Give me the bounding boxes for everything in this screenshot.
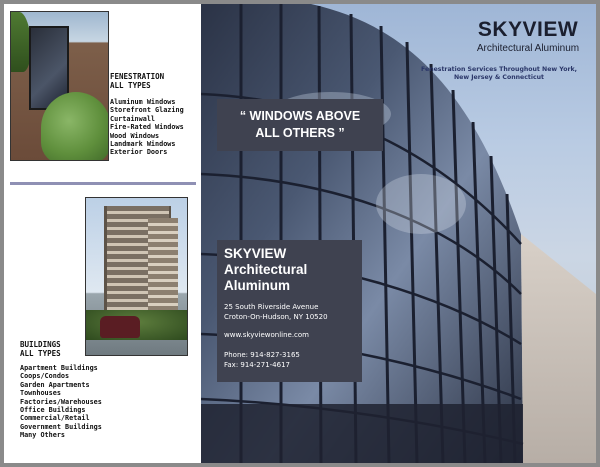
- buildings-heading-line1: BUILDINGS: [20, 340, 61, 349]
- phone-number: Phone: 914-827-3165: [224, 351, 300, 359]
- slogan-line1: “ WINDOWS ABOVE: [239, 109, 361, 123]
- contact-panel: [217, 240, 362, 382]
- phone-fax: [224, 351, 360, 370]
- company-name-line2: Architectural: [224, 262, 308, 277]
- fenestration-heading-line1: FENESTRATION: [110, 72, 165, 81]
- list-item: Fire-Rated Windows: [110, 123, 184, 132]
- list-item: Townhouses: [20, 389, 61, 398]
- service-area-tagline: [407, 66, 591, 82]
- company-name-line1: SKYVIEW: [224, 246, 287, 261]
- list-item: Curtainwall: [110, 114, 156, 123]
- brand-title: SKYVIEW: [477, 18, 579, 41]
- fenestration-heading: [110, 72, 200, 90]
- car-image: [100, 316, 140, 338]
- company-name: [224, 246, 360, 294]
- list-item: Factories/Warehouses: [20, 397, 102, 406]
- tree-image: [41, 92, 109, 161]
- address-line2: Croton-On-Hudson, NY 10520: [224, 312, 328, 321]
- list-item: Exterior Doors: [110, 148, 168, 157]
- buildings-list: [20, 364, 140, 440]
- brand-block: [463, 18, 593, 54]
- list-item: Apartment Buildings: [20, 364, 98, 372]
- reflection-shape: [376, 174, 466, 234]
- glass-building-photo: [201, 4, 596, 463]
- brand-subtitle: Architectural Aluminum: [476, 43, 580, 54]
- address-line1: 25 South Riverside Avenue: [224, 303, 319, 311]
- company-name-line3: Aluminum: [224, 278, 290, 293]
- base-shape: [201, 404, 523, 463]
- fenestration-heading-line2: ALL TYPES: [110, 81, 151, 90]
- list-item: Wood Windows: [110, 131, 160, 140]
- list-item: Aluminum Windows: [110, 98, 176, 106]
- slogan-line2: ALL OTHERS ”: [255, 126, 345, 140]
- house-window-photo: [10, 11, 109, 161]
- list-item: Garden Apartments: [20, 380, 90, 389]
- apartment-building-photo: [85, 197, 188, 356]
- foliage-image: [11, 12, 31, 72]
- company-address: [224, 303, 360, 322]
- left-column: [4, 4, 201, 463]
- tagline-line2: New Jersey & Connecticut: [454, 74, 544, 81]
- brochure-page: [4, 4, 596, 463]
- list-item: Many Others: [20, 431, 66, 440]
- list-item: Government Buildings: [20, 422, 102, 431]
- list-item: Coops/Condos: [20, 372, 70, 381]
- list-item: Landmark Windows: [110, 140, 176, 149]
- fenestration-list: [110, 98, 202, 157]
- list-item: Storefront Glazing: [110, 106, 184, 115]
- list-item: Commercial/Retail: [20, 414, 90, 423]
- website-link[interactable]: www.skyviewonline.com: [224, 331, 309, 339]
- section-divider: [10, 182, 196, 185]
- fax-number: Fax: 914-271-4617: [224, 360, 290, 369]
- buildings-heading: [20, 340, 120, 358]
- side-wall-shape: [521, 234, 596, 463]
- buildings-heading-line2: ALL TYPES: [20, 349, 61, 358]
- slogan-panel: [217, 99, 383, 151]
- tagline-line1: Fenestration Services Throughout New York,: [421, 66, 577, 73]
- list-item: Office Buildings: [20, 406, 86, 415]
